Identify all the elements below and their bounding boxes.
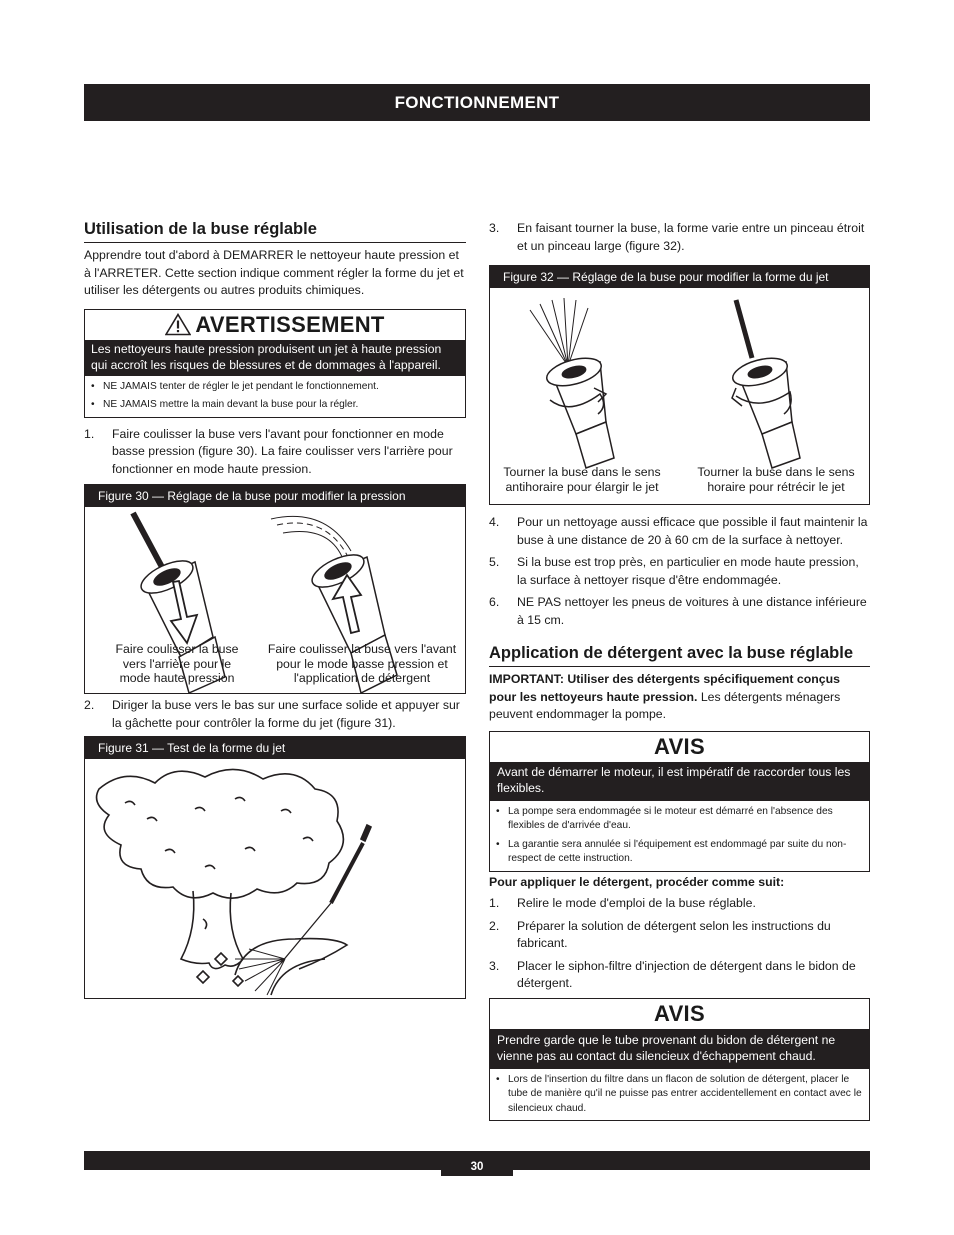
step-list — [84, 697, 466, 732]
section-heading: Utilisation de la buse réglable — [84, 220, 466, 243]
warning-list — [85, 376, 465, 417]
notice-bullet: • La pompe sera endommagée si le moteur est démarré en l'absence des flexibles de d'arrivée d'eau. — [496, 805, 833, 831]
detergent-heading: Application de détergent avec la buse réglable — [489, 644, 870, 667]
figure-30-caption-left: Faire coulisser la buse vers l'arrière pour le mode haute pression — [115, 642, 239, 685]
notice-title: AVIS — [654, 733, 705, 759]
section-header: FONCTIONNEMENT — [84, 84, 870, 121]
figure-30-caption-right: Faire coulisser la buse vers l'avant pour le mode basse pression et l'application de détergent — [267, 642, 457, 685]
warning-bullet: • NE JAMAIS mettre la main devant la buse pour la régler. — [91, 399, 359, 410]
step-4: 4. Pour un nettoyage aussi efficace que possible il faut maintenir la buse à une distance de 20 à 60 cm de la surface à nettoyer. — [489, 515, 868, 547]
notice-bullet: • Lors de l'insertion du filtre dans un flacon de solution de détergent, placer le tube de manière qu'il ne puisse pas entrer accidentellement en contact avec le silencieux chaud. — [496, 1073, 862, 1114]
left-column — [84, 220, 466, 999]
spray-test-illustration — [85, 759, 465, 998]
figure-32-title: Figure 32 — Réglage de la buse pour modifier la forme du jet — [490, 266, 869, 288]
step-list — [489, 220, 870, 255]
warning-bullet: • NE JAMAIS tenter de régler le jet pendant le fonctionnement. — [91, 380, 379, 392]
warning-text: Les nettoyeurs haute pression produisent un jet à haute pression qui accroît les risques de blessures et de dommages à l'appareil. — [85, 340, 465, 376]
procedure-step: 2. Préparer la solution de détergent selon les instructions du fabricant. — [489, 918, 831, 950]
notice-list-2 — [490, 1069, 869, 1121]
page-number: 30 — [441, 1151, 513, 1176]
step-list — [84, 426, 466, 479]
step-5: 5. Si la buse est trop près, en particulier en mode haute pression, la surface à nettoyer risque d'être endommagée. — [489, 555, 859, 587]
figure-31-title: Figure 31 — Test de la forme du jet — [85, 737, 465, 759]
procedure-title: Pour appliquer le détergent, procéder comme suit: — [489, 874, 785, 889]
notice-bullet: • La garantie sera annulée si l'équipement est endommagé par suite du non-respect de cette instruction. — [496, 838, 847, 864]
figure-32-caption-right: Tourner la buse dans le sens horaire pour rétrécir le jet — [697, 465, 855, 494]
step-6: 6. NE PAS nettoyer les pneus de voitures à une distance inférieure à 15 cm. — [489, 595, 867, 627]
warning-triangle-icon — [165, 313, 191, 336]
step-2: 2. Diriger la buse vers le bas sur une surface solide et appuyer sur la gâchette pour contrôler la forme du jet (figure 31). — [84, 698, 460, 730]
notice-list — [490, 801, 869, 871]
notice-text-2: Prendre garde que le tube provenant du bidon de détergent ne vienne pas au contact du silencieux d'échappement chaud. — [490, 1029, 869, 1069]
warning-title-text: AVERTISSEMENT — [195, 311, 385, 337]
notice-box-2 — [489, 998, 870, 1122]
figure-31 — [84, 736, 466, 999]
step-list — [489, 514, 870, 629]
figure-30-title: Figure 30 — Réglage de la buse pour modifier la pression — [85, 485, 465, 507]
right-column — [489, 220, 870, 1121]
step-3: 3. En faisant tourner la buse, la forme varie entre un pinceau étroit et un pinceau large (figure 32). — [489, 221, 865, 253]
warning-box — [84, 309, 466, 418]
notice-box — [489, 731, 870, 872]
notice-title-2: AVIS — [654, 1000, 705, 1026]
figure-32 — [489, 265, 870, 505]
figure-30 — [84, 484, 466, 694]
step-1: 1. Faire coulisser la buse vers l'avant pour fonctionner en mode basse pression (figure 30). La faire coulisser vers l'arrière pour fonctionner en mode haute pression. — [84, 426, 453, 476]
procedure-list — [489, 895, 870, 993]
procedure-step: 3. Placer le siphon-filtre d'injection de détergent dans le bidon de détergent. — [489, 958, 856, 990]
intro-paragraph: Apprendre tout d'abord à DEMARRER le nettoyeur haute pression et à l'ARRETER. Cette section indique comment régler la forme du jet et utiliser les détergents ou autres produits chimiques. — [84, 248, 464, 297]
warning-title — [85, 310, 465, 340]
figure-32-caption-left: Tourner la buse dans le sens antihoraire pour élargir le jet — [503, 465, 661, 494]
procedure-step: 1. Relire le mode d'emploi de la buse réglable. — [489, 896, 756, 910]
notice-text: Avant de démarrer le moteur, il est impératif de raccorder tous les flexibles. — [490, 762, 869, 801]
important-paragraph: IMPORTANT: Utiliser des détergents spécifiquement conçus pour les nettoyeurs haute pression. Les détergents ménagers peuvent endommager la pompe. — [489, 672, 841, 721]
